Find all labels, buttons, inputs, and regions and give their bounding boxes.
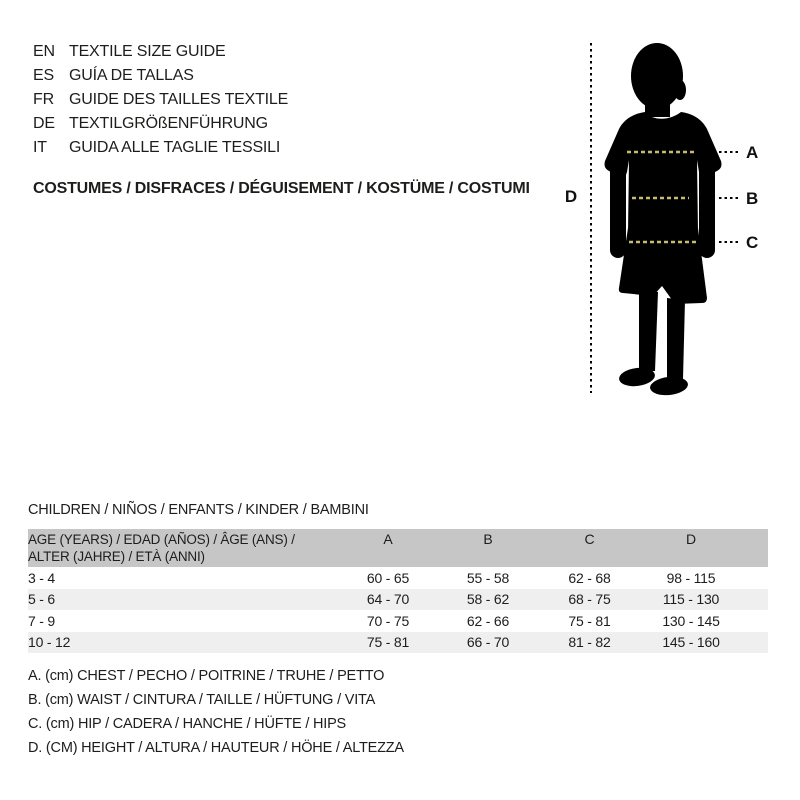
column-header-c: C (584, 531, 595, 547)
child-silhouette (605, 43, 722, 397)
waist-cell: 62 - 66 (466, 612, 510, 629)
size-guide-title: TEXTILGRÖßENFÜHRUNG (69, 115, 268, 132)
legend-hip: C. (cm) HIP / CADERA / HANCHE / HÜFTE / HIPS (28, 716, 347, 732)
table-row (28, 610, 768, 632)
language-row-en (33, 40, 288, 64)
chest-cell: 75 - 81 (366, 634, 410, 651)
row-spacer (741, 567, 768, 589)
age-column-header (28, 529, 338, 567)
age-cell: 10 - 12 (28, 634, 71, 651)
silhouette-left-leg (639, 290, 658, 371)
legend-height: D. (CM) HEIGHT / ALTURA / HAUTEUR / HÖHE / ALTEZZA (28, 740, 404, 756)
measurement-legend (28, 664, 404, 760)
language-code: DE (33, 115, 55, 132)
size-table (28, 529, 768, 653)
table-row (28, 589, 768, 611)
age-cell: 7 - 9 (28, 612, 56, 629)
age-cell: 3 - 4 (28, 569, 56, 586)
chest-cell: 60 - 65 (366, 569, 410, 586)
chest-cell: 70 - 75 (366, 612, 410, 629)
hip-cell: 81 - 82 (568, 634, 611, 651)
language-row-de (33, 112, 288, 136)
size-guide-title: TEXTILE SIZE GUIDE (69, 43, 226, 60)
height-cell: 145 - 160 (662, 634, 720, 651)
column-header-d: D (686, 531, 696, 547)
silhouette-shorts (619, 228, 707, 304)
age-header-line1: AGE (YEARS) / EDAD (AÑOS) / ÂGE (ANS) / (28, 532, 295, 547)
legend-waist: B. (cm) WAIST / CINTURA / TAILLE / HÜFTUNG / VITA (28, 692, 376, 708)
language-code: FR (33, 91, 54, 108)
waist-cell: 55 - 58 (466, 569, 510, 586)
age-header-line2: ALTER (JAHRE) / ETÀ (ANNI) (28, 549, 205, 564)
language-row-it (33, 136, 288, 160)
age-cell: 5 - 6 (28, 591, 56, 608)
measure-label-d: D (564, 187, 578, 206)
language-code: EN (33, 43, 55, 60)
height-cell: 115 - 130 (662, 591, 720, 608)
language-row-fr (33, 88, 288, 112)
silhouette-right-arm (699, 158, 715, 258)
measure-label-a: A (746, 143, 759, 162)
language-row-es (33, 64, 288, 88)
height-cell: 130 - 145 (662, 612, 720, 629)
language-code: IT (33, 139, 47, 156)
column-header-b: B (483, 531, 493, 547)
silhouette-neck (645, 92, 670, 117)
language-title-block (33, 40, 288, 160)
size-guide-title: GUIDA ALLE TAGLIE TESSILI (69, 139, 281, 156)
row-spacer (741, 589, 768, 611)
header-spacer (741, 529, 768, 567)
row-spacer (741, 632, 768, 654)
hip-cell: 75 - 81 (568, 612, 611, 629)
measure-label-b: B (746, 189, 759, 208)
child-silhouette-figure (555, 30, 780, 405)
silhouette-left-arm (610, 158, 626, 258)
waist-cell: 66 - 70 (466, 634, 510, 651)
language-code: ES (33, 67, 54, 84)
hip-cell: 68 - 75 (568, 591, 611, 608)
silhouette-right-leg (667, 298, 685, 379)
table-section-title: CHILDREN / NIÑOS / ENFANTS / KINDER / BAMBINI (28, 502, 369, 518)
table-header-row (28, 529, 768, 567)
column-header-a: A (383, 531, 393, 547)
size-guide-title: GUIDE DES TAILLES TEXTILE (69, 91, 289, 108)
measure-label-c: C (746, 233, 759, 252)
waist-cell: 58 - 62 (466, 591, 510, 608)
chest-cell: 64 - 70 (366, 591, 410, 608)
table-row (28, 632, 768, 654)
height-cell: 98 - 115 (666, 569, 716, 586)
table-row (28, 567, 768, 589)
row-spacer (741, 610, 768, 632)
hip-cell: 62 - 68 (568, 569, 611, 586)
category-title: COSTUMES / DISFRACES / DÉGUISEMENT / KOSTÜME / COSTUMI (33, 180, 530, 197)
size-guide-title: GUÍA DE TALLAS (69, 67, 194, 84)
legend-chest: A. (cm) CHEST / PECHO / POITRINE / TRUHE / PETTO (28, 668, 385, 684)
silhouette-ear (674, 80, 686, 100)
